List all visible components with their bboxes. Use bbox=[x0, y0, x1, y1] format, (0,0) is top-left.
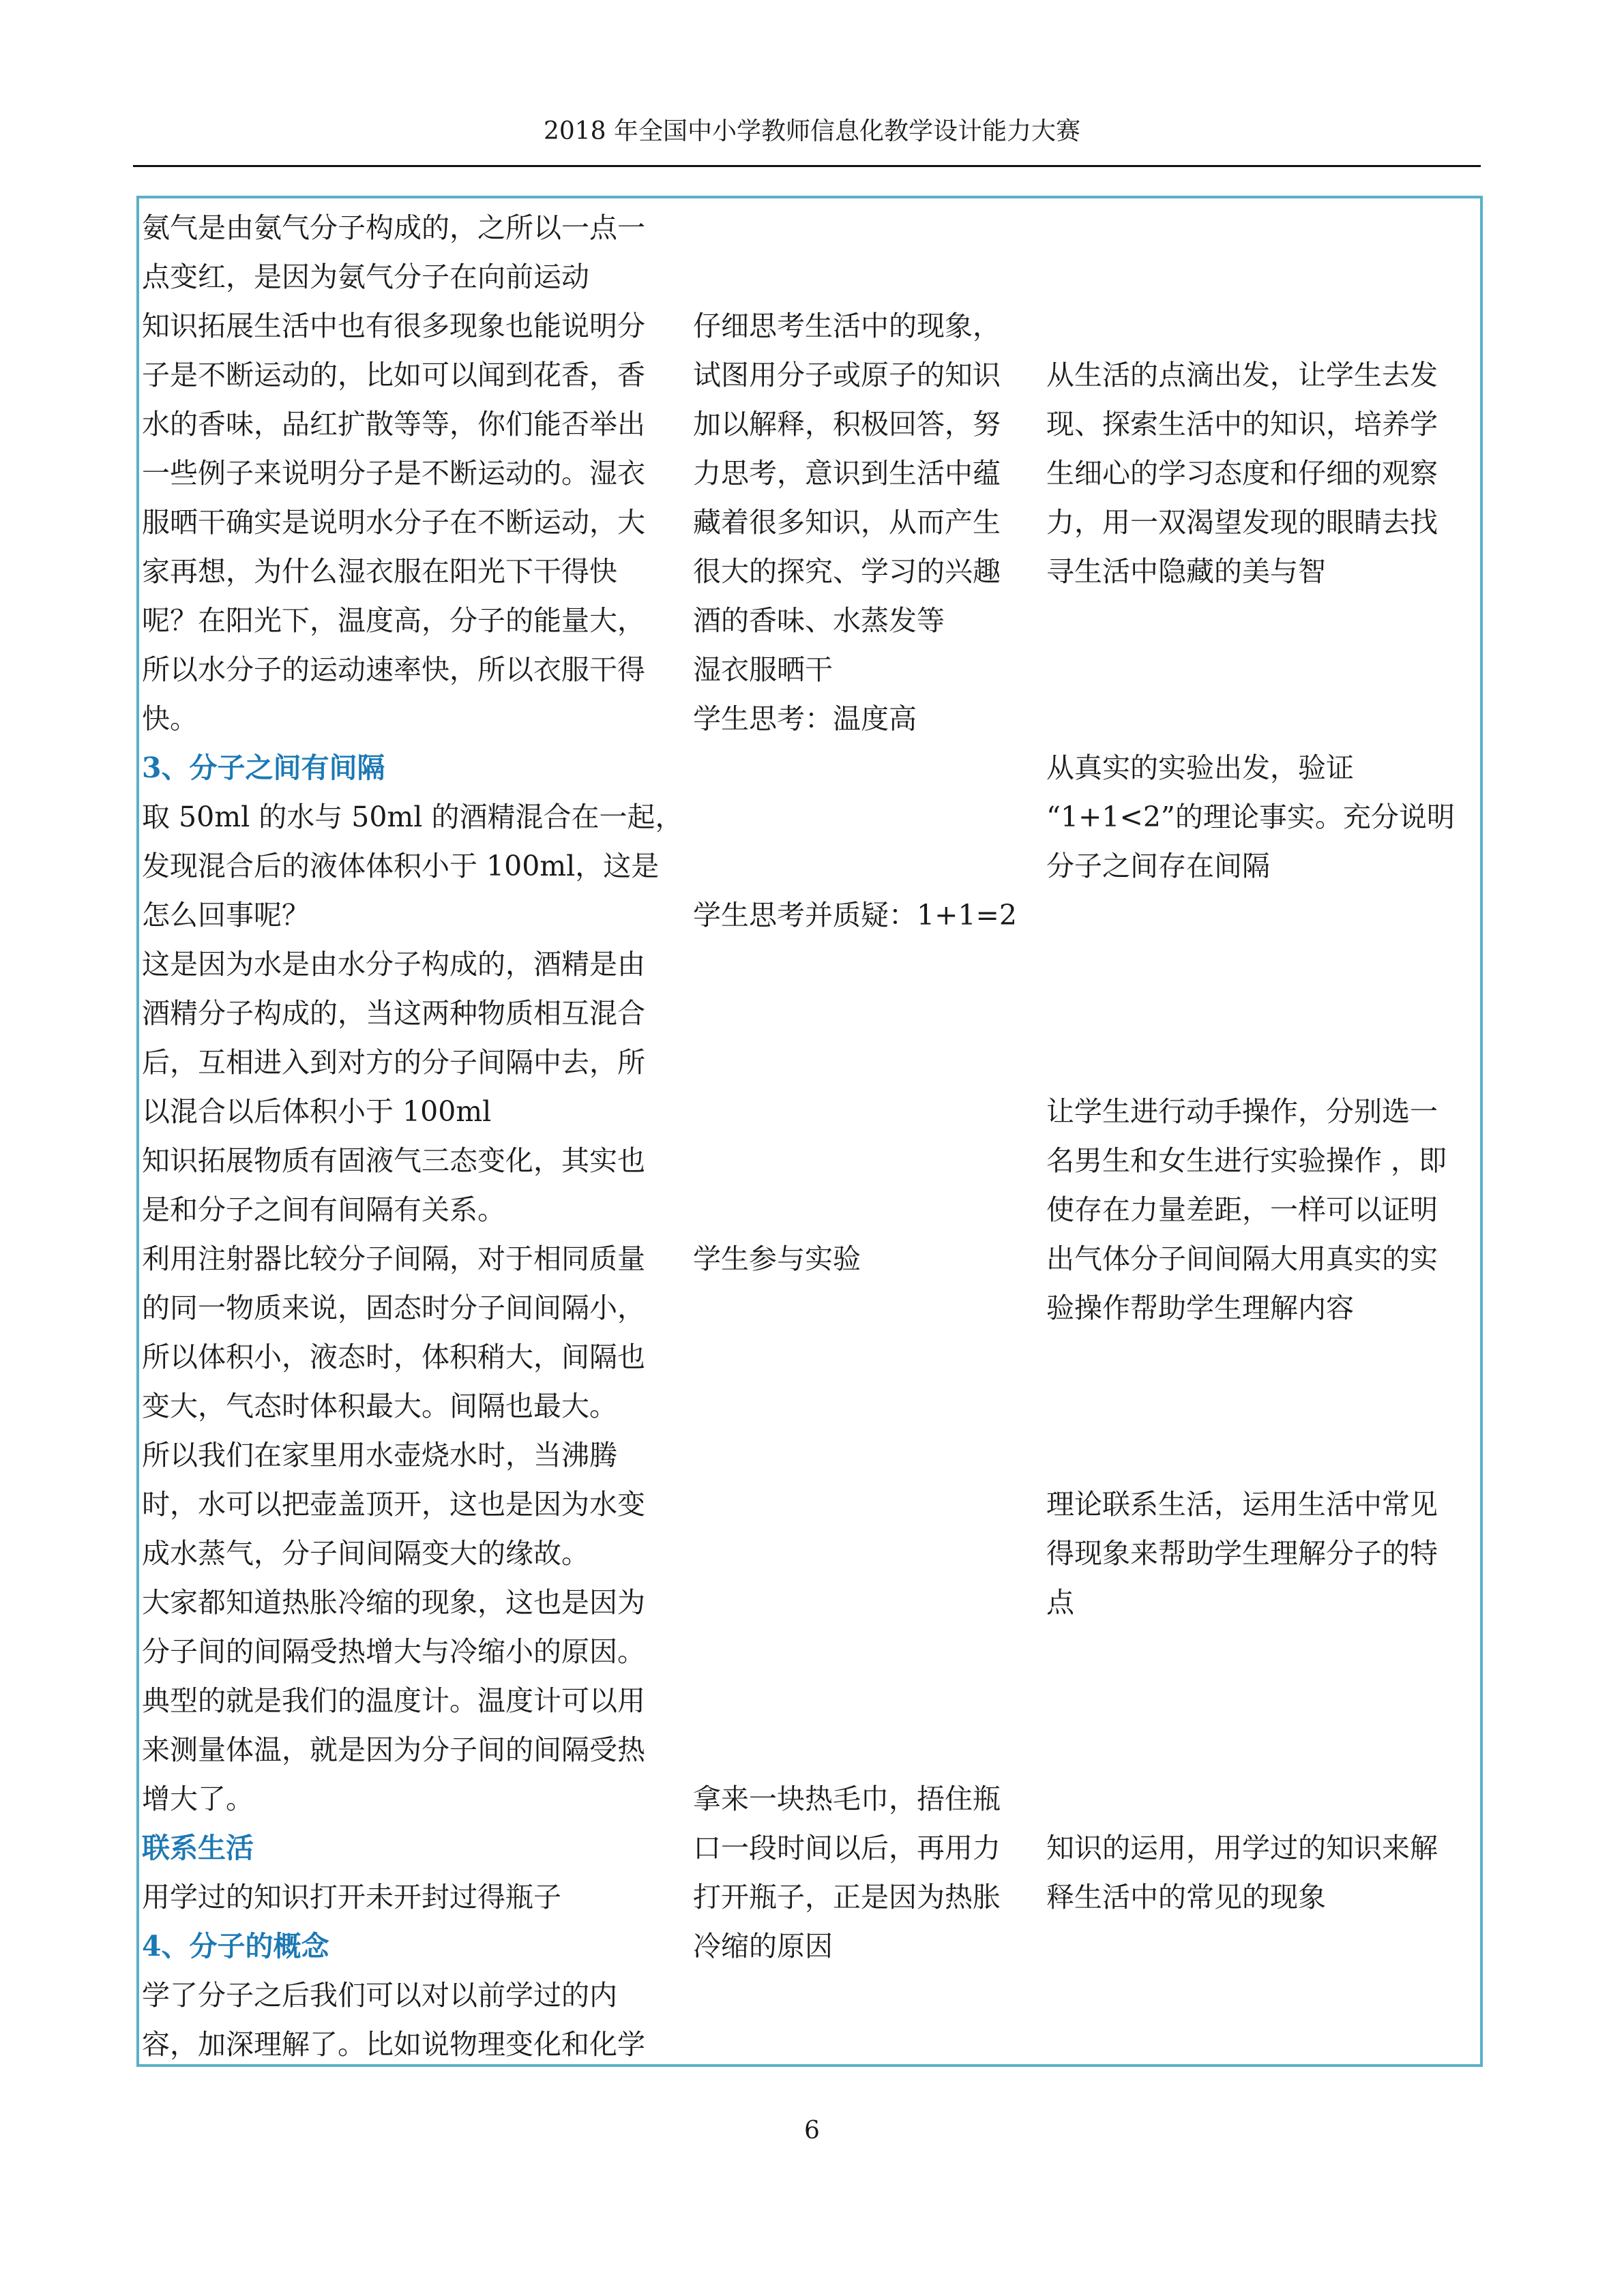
header-divider bbox=[133, 165, 1481, 167]
text-line: 力思考，意识到生活中蕴 bbox=[693, 457, 1001, 490]
section-heading: 3、分子之间有间隔 bbox=[142, 751, 385, 784]
teacher-line: 学了分子之后我们可以对以前学过的内 bbox=[142, 1979, 617, 2012]
text-line: 仔细思考生活中的现象， bbox=[693, 310, 1001, 342]
text-line: “1+1<2”的理论事实。充分说明 bbox=[1046, 801, 1455, 833]
student-activity-block-4 bbox=[693, 1774, 1034, 1971]
teacher-line: 发现混合后的液体体积小于 100ml，这是 bbox=[142, 850, 660, 882]
teacher-line: 是和分子之间有间隔有关系。 bbox=[142, 1193, 505, 1226]
text-line: 从真实的实验出发，验证 bbox=[1046, 751, 1354, 784]
text-line: 得现象来帮助学生理解分子的特 bbox=[1046, 1537, 1438, 1570]
text-line: 现、探索生活中的知识，培养学 bbox=[1046, 408, 1438, 441]
text-line: 验操作帮助学生理解内容 bbox=[1046, 1292, 1354, 1324]
teacher-line: 容，加深理解了。比如说物理变化和化学 bbox=[142, 2028, 645, 2061]
design-intent-block-3 bbox=[1046, 1087, 1476, 1332]
teacher-line: 时，水可以把壶盖顶开，这也是因为水变 bbox=[142, 1488, 645, 1521]
text-line: 出气体分子间间隔大用真实的实 bbox=[1046, 1242, 1438, 1275]
teacher-line: 所以我们在家里用水壶烧水时，当沸腾 bbox=[142, 1439, 617, 1472]
text-line: 分子之间存在间隔 bbox=[1046, 850, 1270, 882]
text-line: 让学生进行动手操作，分别选一 bbox=[1046, 1095, 1438, 1128]
text-line: 湿衣服晒干 bbox=[693, 653, 833, 686]
text-line: 口一段时间以后，再用力 bbox=[693, 1832, 1001, 1864]
text-line: 知识的运用，用学过的知识来解 bbox=[1046, 1832, 1438, 1864]
teacher-line: 来测量体温，就是因为分子间的间隔受热 bbox=[142, 1733, 645, 1766]
teacher-line: 水的香味，品红扩散等等，你们能否举出 bbox=[142, 408, 645, 441]
teacher-line: 知识拓展生活中也有很多现象也能说明分 bbox=[142, 310, 645, 342]
text-line: 加以解释，积极回答，努 bbox=[693, 408, 1001, 441]
text-line: 学生思考：温度高 bbox=[693, 702, 917, 735]
text-line: 酒的香味、水蒸发等 bbox=[693, 604, 945, 637]
text-line: 点 bbox=[1046, 1586, 1074, 1619]
teacher-line: 呢？在阳光下，温度高，分子的能量大， bbox=[142, 604, 645, 637]
teacher-line: 酒精分子构成的，当这两种物质相互混合 bbox=[142, 997, 645, 1030]
teacher-line: 一些例子来说明分子是不断运动的。湿衣 bbox=[142, 457, 645, 490]
teacher-line: 怎么回事呢？ bbox=[142, 899, 310, 931]
teacher-line: 典型的就是我们的温度计。温度计可以用 bbox=[142, 1684, 645, 1717]
teacher-line: 所以体积小，液态时，体积稍大，间隔也 bbox=[142, 1341, 645, 1373]
text-line: 生细心的学习态度和仔细的观察 bbox=[1046, 457, 1438, 490]
student-activity-block-2 bbox=[693, 891, 1034, 940]
text-line: 寻生活中隐藏的美与智 bbox=[1046, 555, 1326, 588]
teacher-line: 利用注射器比较分子间隔，对于相同质量 bbox=[142, 1242, 645, 1275]
teacher-line: 这是因为水是由水分子构成的，酒精是由 bbox=[142, 948, 645, 981]
text-line: 藏着很多知识，从而产生 bbox=[693, 506, 1001, 539]
teacher-line: 家再想，为什么湿衣服在阳光下干得快 bbox=[142, 555, 617, 588]
text-line: 打开瓶子，正是因为热胀 bbox=[693, 1881, 1001, 1913]
teacher-line: 变大，气态时体积最大。间隔也最大。 bbox=[142, 1390, 617, 1422]
teacher-line: 知识拓展物质有固液气三态变化，其实也 bbox=[142, 1144, 645, 1177]
teacher-activity-column bbox=[142, 203, 683, 2069]
text-line: 释生活中的常见的现象 bbox=[1046, 1881, 1326, 1913]
teacher-line: 大家都知道热胀冷缩的现象，这也是因为 bbox=[142, 1586, 645, 1619]
teacher-line: 用学过的知识打开未开封过得瓶子 bbox=[142, 1881, 561, 1913]
teacher-line: 子是不断运动的，比如可以闻到花香，香 bbox=[142, 359, 645, 391]
teacher-line: 以混合以后体积小于 100ml bbox=[142, 1095, 492, 1128]
teacher-line: 服晒干确实是说明水分子在不断运动，大 bbox=[142, 506, 645, 539]
text-line: 拿来一块热毛巾，捂住瓶 bbox=[693, 1783, 1001, 1815]
design-intent-block-1 bbox=[1046, 351, 1476, 596]
student-activity-block-3 bbox=[693, 1234, 1034, 1283]
teacher-line: 后，互相进入到对方的分子间隔中去，所 bbox=[142, 1046, 645, 1079]
page-header-title: 2018 年全国中小学教师信息化教学设计能力大赛 bbox=[543, 117, 1081, 145]
teacher-line: 增大了。 bbox=[142, 1783, 254, 1815]
teacher-line: 分子间的间隔受热增大与冷缩小的原因。 bbox=[142, 1635, 645, 1668]
text-line: 学生思考并质疑：1+1=2 bbox=[693, 899, 1017, 931]
teacher-line: 的同一物质来说，固态时分子间间隔小， bbox=[142, 1292, 645, 1324]
text-line: 使存在力量差距，一样可以证明 bbox=[1046, 1193, 1438, 1226]
design-intent-block-5 bbox=[1046, 1823, 1476, 1922]
text-line: 从生活的点滴出发，让学生去发 bbox=[1046, 359, 1438, 391]
teacher-line: 所以水分子的运动速率快，所以衣服干得 bbox=[142, 653, 645, 686]
section-heading: 联系生活 bbox=[142, 1832, 254, 1864]
student-activity-block-1 bbox=[693, 301, 1034, 743]
teacher-line: 快。 bbox=[142, 702, 198, 735]
page-number: 6 bbox=[804, 2117, 820, 2145]
text-line: 力，用一双渴望发现的眼睛去找 bbox=[1046, 506, 1438, 539]
teacher-line: 氨气是由氨气分子构成的，之所以一点一 bbox=[142, 211, 645, 244]
section-heading: 4、分子的概念 bbox=[142, 1930, 329, 1963]
text-line: 学生参与实验 bbox=[693, 1242, 861, 1275]
text-line: 名男生和女生进行实验操作 ，即 bbox=[1046, 1144, 1447, 1177]
teacher-line: 取 50ml 的水与 50ml 的酒精混合在一起， bbox=[142, 801, 683, 833]
text-line: 冷缩的原因 bbox=[693, 1930, 833, 1963]
design-intent-block-2 bbox=[1046, 743, 1476, 891]
text-line: 试图用分子或原子的知识 bbox=[693, 359, 1001, 391]
design-intent-block-4 bbox=[1046, 1480, 1476, 1627]
teacher-line: 成水蒸气，分子间间隔变大的缘故。 bbox=[142, 1537, 589, 1570]
text-line: 很大的探究、学习的兴趣 bbox=[693, 555, 1001, 588]
text-line: 理论联系生活，运用生活中常见 bbox=[1046, 1488, 1438, 1521]
teacher-line: 点变红，是因为氨气分子在向前运动 bbox=[142, 260, 589, 293]
